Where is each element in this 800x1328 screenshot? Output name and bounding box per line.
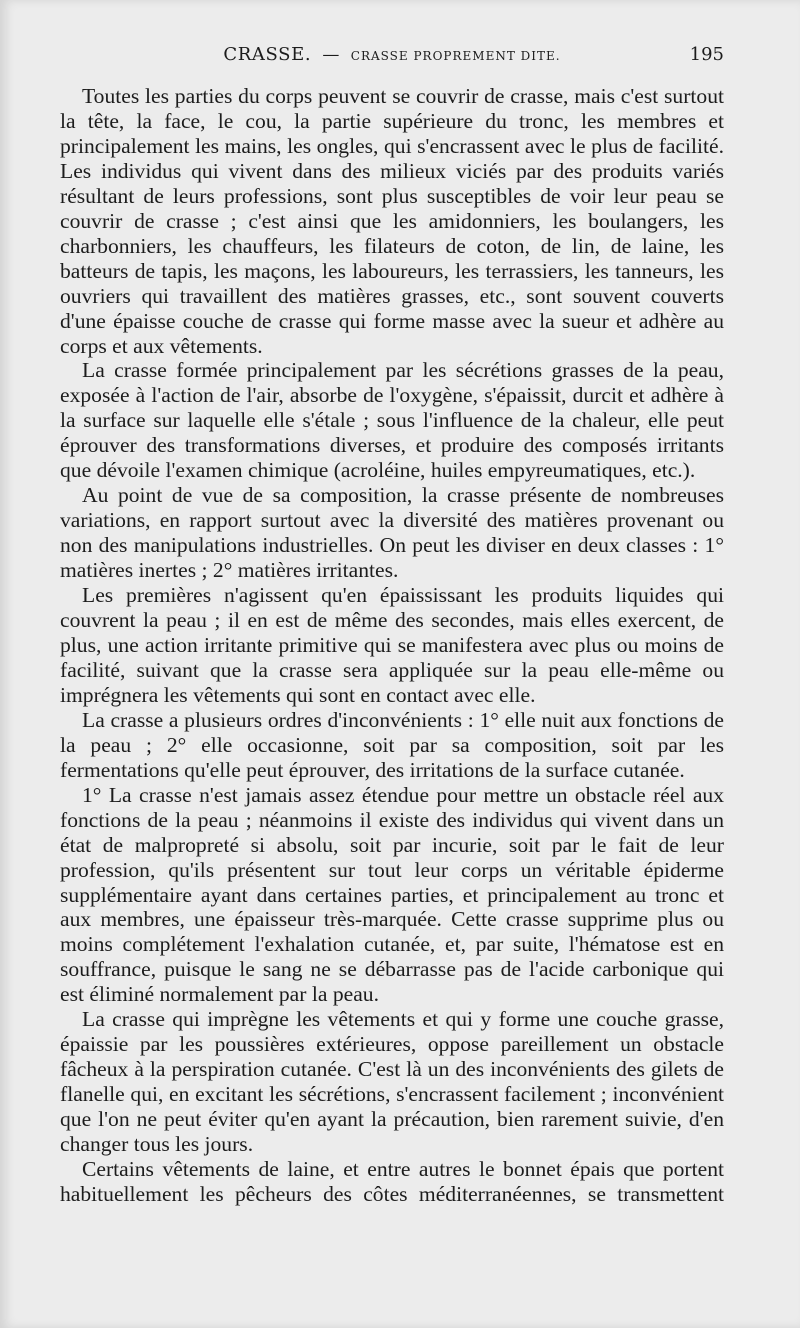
paragraph: 1° La crasse n'est jamais assez étendue pour mettre un obstacle réel aux fonctions de la peau ; néanmoins il existe des individus qui vivent dans un état de malpropreté si absolu, soit par incurie, soit par le fait de leur profession, qu'ils présentent sur tout leur corps un véritable épiderme supplémentaire ayant dans certaines parties, et principalement au tronc et aux membres, une épaisseur très-marquée. Cette crasse supprime plus ou moins complétement l'exhalation cutanée, et, par suite, l'hématose est en souffrance, puisque le sang ne se débarrasse pas de l'acide carbonique qui est éliminé normalement par la peau. <box>60 782 724 1007</box>
running-title <box>60 44 724 65</box>
title-dash: — <box>322 45 340 65</box>
paragraph: Les premières n'agissent qu'en épaississant les produits liquides qui couvrent la peau ; il en est de même des secondes, mais elles exercent, de plus, une action irritante primitive qui se manifestera avec plus ou moins de facilité, suivant que la crasse sera appliquée sur la peau elle-même ou imprégnera les vêtements qui sont en contact avec elle. <box>60 583 724 707</box>
paragraph: Au point de vue de sa composition, la crasse présente de nombreuses variations, en rapport surtout avec la diversité des matières provenant ou non des manipulations industrielles. On peut les diviser en deux classes : 1° matières inertes ; 2° matières irritantes. <box>60 483 724 583</box>
section-title: CRASSE PROPREMENT DITE. <box>350 49 561 63</box>
paragraph: Toutes les parties du corps peuvent se couvrir de crasse, mais c'est surtout la tête, la face, le cou, la partie supérieure du tronc, les membres et principalement les mains, les ongles, qui s'encrassent avec le plus de facilité. Les individus qui vivent dans des milieux viciés par des produits variés résultant de leurs professions, sont plus susceptibles de voir leur peau se couvrir de crasse ; c'est ainsi que les amidonniers, les boulangers, les charbonniers, les chauffeurs, les filateurs de coton, de lin, de laine, les batteurs de tapis, les maçons, les laboureurs, les terrassiers, les tanneurs, les ouvriers qui travaillent des matières grasses, etc., sont souvent couverts d'une épaisse couche de crasse qui forme masse avec la sueur et adhère au corps et aux vêtements. <box>60 84 724 358</box>
page-number: 195 <box>689 44 724 65</box>
running-head <box>60 44 724 78</box>
paragraph: Certains vêtements de laine, et entre autres le bonnet épais que portent habituellement les pêcheurs des côtes méditerranéennes, se transmettent <box>60 1156 724 1206</box>
chapter-title: CRASSE. <box>223 44 312 65</box>
paragraph: La crasse qui imprègne les vêtements et qui y forme une couche grasse, épaissie par les poussières extérieures, oppose pareillement un obstacle fâcheux à la perspiration cutanée. C'est là un des inconvénients des gilets de flanelle qui, en excitant les sécrétions, s'encrassent facilement ; inconvénient que l'on ne peut éviter qu'en ayant la précaution, bien rarement suivie, d'en changer tous les jours. <box>60 1007 724 1157</box>
paragraph: La crasse a plusieurs ordres d'inconvénients : 1° elle nuit aux fonctions de la peau ; 2° elle occasionne, soit par sa composition, soit par les fermentations qu'elle peut éprouver, des irritations de la surface cutanée. <box>60 707 724 782</box>
paragraph: La crasse formée principalement par les sécrétions grasses de la peau, exposée à l'action de l'air, absorbe de l'oxygène, s'épaissit, durcit et adhère à la surface sur laquelle elle s'étale ; sous l'influence de la chaleur, elle peut éprouver des transformations diverses, et produire des composés irritants que dévoile l'examen chimique (acroléine, huiles empyreumatiques, etc.). <box>60 358 724 483</box>
body-text <box>60 84 724 1207</box>
